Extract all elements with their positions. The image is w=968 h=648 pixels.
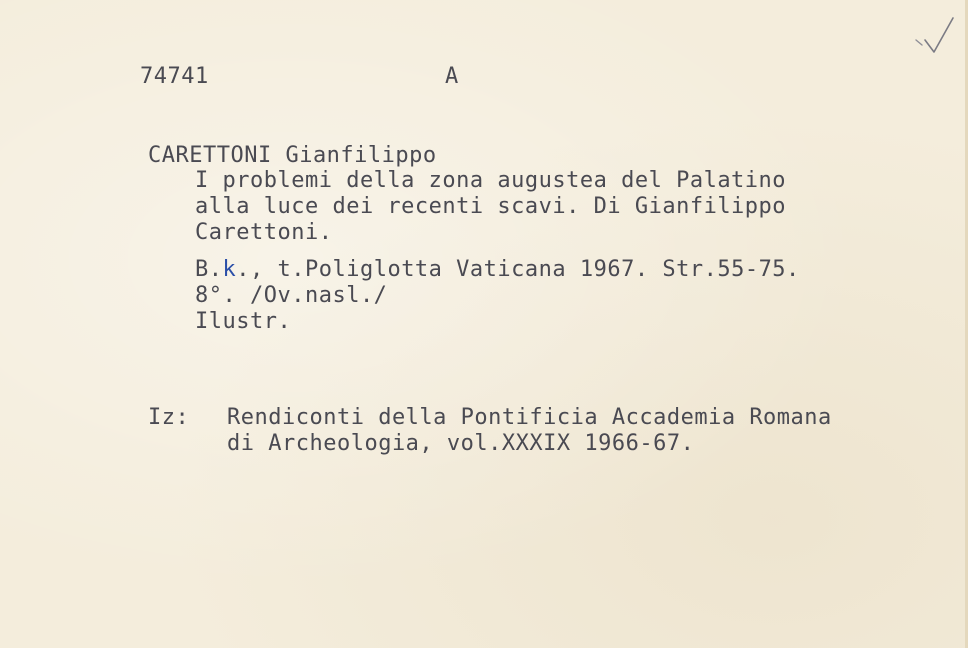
title-line: alla luce dei recenti scavi. Di Gianfilippo xyxy=(195,194,787,219)
card-letter: A xyxy=(445,64,459,89)
check-mark-icon xyxy=(912,14,958,60)
title-line: I problemi della zona augustea del Palatino xyxy=(195,168,787,193)
imprint-rest: ., t.Poliglotta Vaticana 1967. Str.55-75. xyxy=(236,257,800,282)
author-heading: CARETTONI Gianfilippo xyxy=(148,143,437,168)
illustrations-line: Ilustr. xyxy=(195,309,292,334)
title-line: Carettoni. xyxy=(195,220,333,245)
source-label: Iz: xyxy=(148,405,190,430)
format-line: 8°. /Ov.nasl./ xyxy=(195,283,388,308)
imprint-handwritten-letter: k xyxy=(222,257,237,282)
source-line: Rendiconti della Pontificia Accademia Romana xyxy=(227,405,832,430)
imprint-prefix: B. xyxy=(195,257,223,282)
source-line: di Archeologia, vol.XXXIX 1966-67. xyxy=(227,431,695,456)
card-number: 74741 xyxy=(140,64,209,89)
imprint-line xyxy=(195,259,800,281)
